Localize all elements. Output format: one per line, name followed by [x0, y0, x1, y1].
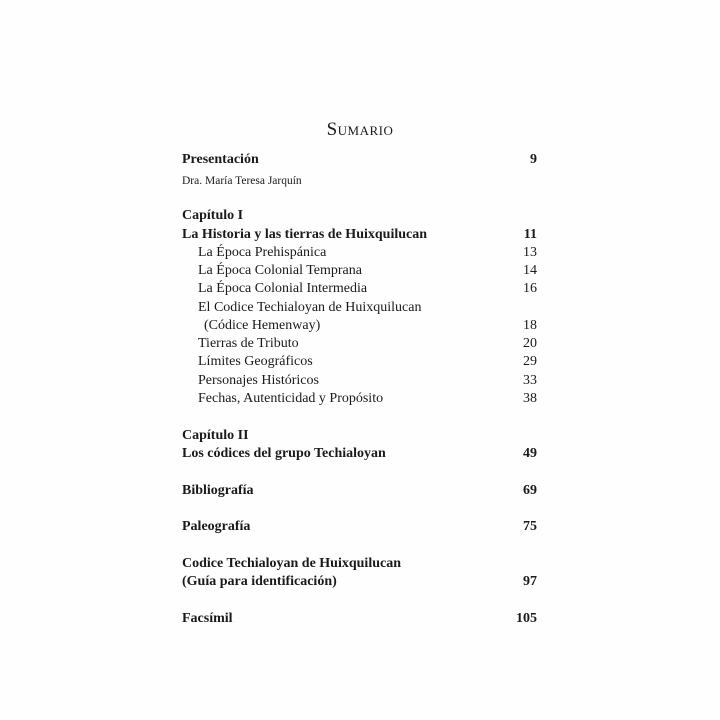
toc-entry-page-number: 29 [523, 354, 537, 369]
toc-entry [182, 353, 537, 371]
toc-entry [182, 226, 537, 244]
toc-entry-page-number: 33 [523, 373, 537, 388]
toc-entry-page-number: 38 [523, 391, 537, 406]
toc-entry-label: Tierras de Tributo [198, 336, 299, 351]
toc-entry-label: Presentación [182, 152, 259, 167]
toc-entry [182, 390, 537, 408]
toc-entry [182, 555, 537, 573]
toc-entry-label: La Época Prehispánica [198, 245, 327, 260]
toc-entry [182, 427, 537, 445]
toc-entry-label: El Codice Techialoyan de Huixquilucan [198, 300, 422, 315]
toc-entry-label: La Época Colonial Temprana [198, 263, 362, 278]
toc-entry-page-number: 97 [523, 574, 537, 589]
toc-entry [182, 262, 537, 280]
toc-entry-label: Fechas, Autenticidad y Propósito [198, 391, 384, 406]
toc-entry [182, 317, 537, 335]
toc-entry [182, 299, 537, 317]
toc-entry [182, 280, 537, 298]
toc-entry-page-number: 14 [523, 263, 537, 278]
toc-entry [182, 244, 537, 262]
toc-entry-page-number: 13 [523, 245, 537, 260]
toc-entry-label: Dra. María Teresa Jarquín [182, 175, 302, 187]
toc-entry-label: Personajes Históricos [198, 373, 319, 388]
toc-entry-page-number: 75 [523, 519, 537, 534]
toc-entry [182, 482, 537, 500]
toc-entry [182, 151, 537, 169]
toc-entry [182, 445, 537, 463]
toc-entry [182, 573, 537, 591]
toc-entry-label: Facsímil [182, 611, 233, 626]
toc-entry [182, 610, 537, 628]
toc-entry-label: Los códices del grupo Techialoyan [182, 446, 386, 461]
toc-entry-label: Bibliografía [182, 483, 254, 498]
toc-entry-page-number: 18 [523, 318, 537, 333]
toc-entry-label: Codice Techialoyan de Huixquilucan [182, 556, 401, 571]
toc-entry-page-number: 105 [516, 611, 537, 626]
page-title: Sumario [326, 119, 394, 140]
toc-entry-label: Paleografía [182, 519, 251, 534]
toc-entry-label: Capítulo I [182, 208, 244, 223]
toc-entry-page-number: 69 [523, 483, 537, 498]
toc-entry-page-number: 49 [523, 446, 537, 461]
toc-entry [182, 207, 537, 225]
toc-entry-label: Capítulo II [182, 428, 249, 443]
toc-entry-label: (Códice Hemenway) [204, 318, 321, 333]
toc-entry-page-number: 20 [523, 336, 537, 351]
toc-entry-label: Límites Geográficos [198, 354, 313, 369]
toc-entry-page-number: 16 [523, 281, 537, 296]
toc-entry-label: La Historia y las tierras de Huixquilucan [182, 227, 428, 242]
toc-entry-label: La Época Colonial Intermedia [198, 281, 368, 296]
toc-entry [182, 335, 537, 353]
toc-entry-label: (Guía para identificación) [182, 574, 337, 589]
toc-entry-page-number: 9 [530, 152, 537, 167]
toc-entry-page-number: 11 [523, 227, 537, 242]
toc-entry [182, 172, 537, 190]
toc-entry [182, 518, 537, 536]
toc-entry [182, 372, 537, 390]
